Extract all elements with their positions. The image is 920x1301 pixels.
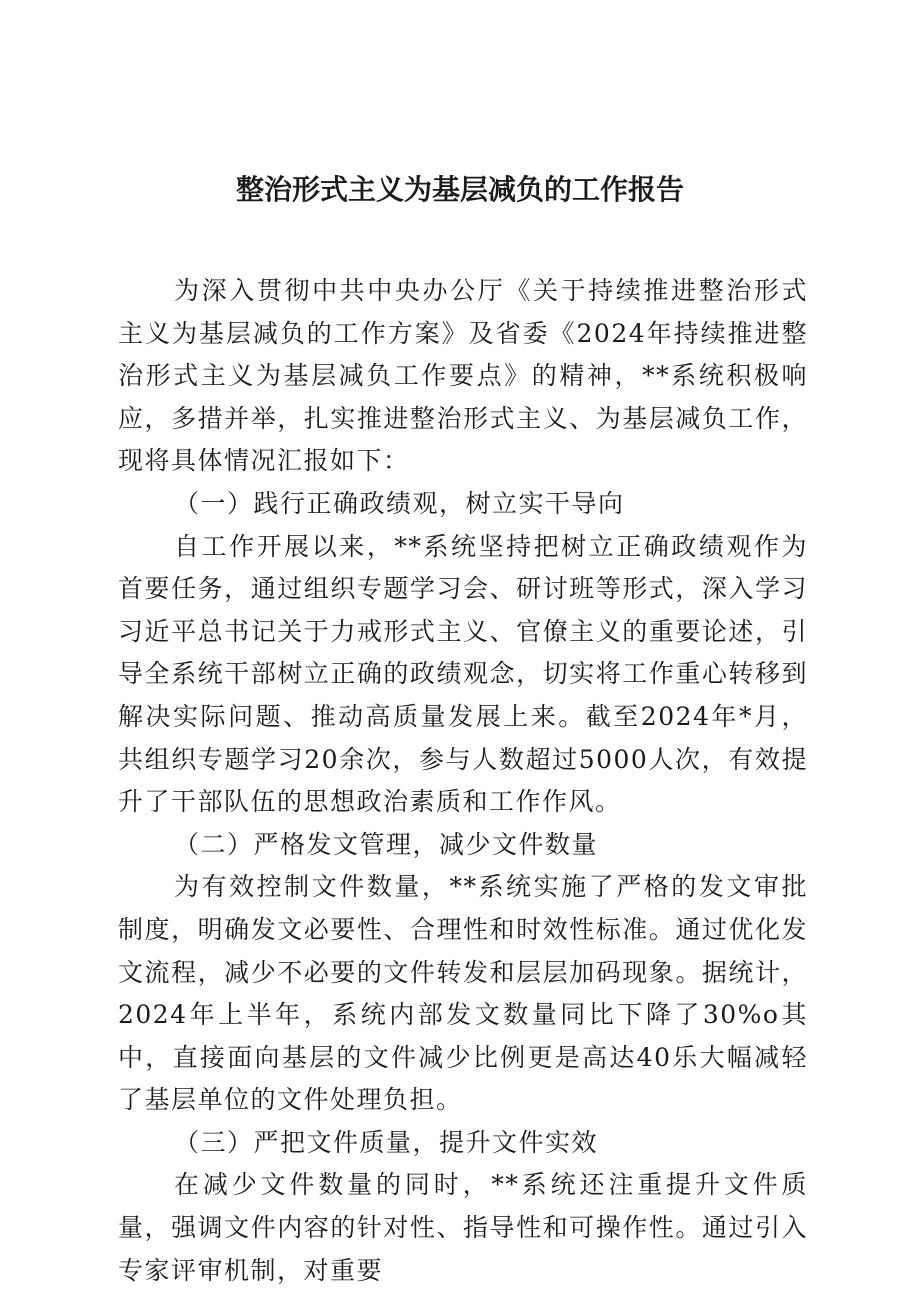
document-title: 整治形式主义为基层减负的工作报告 — [235, 173, 684, 206]
section-body-1: 自工作开展以来，**系统坚持把树立正确政绩观作为首要任务，通过组织专题学习会、研讨班等形式，深入学习习近平总书记关于力戒形式主义、官僚主义的重要论述，引导全系统干部树立正确的政绩观念，切实将工作重心转移到解决实际问题、推动高质量发展上来。截至2024年*月，共组织专题学习20余次，参与人数超过5000人次，有效提升了干部队伍的思想政治素质和工作作风。 — [118, 531, 808, 817]
section-body-2: 为有效控制文件数量，**系统实施了严格的发文审批制度，明确发文必要性、合理性和时效性标准。通过优化发文流程，减少不必要的文件转发和层层加码现象。据统计，2024年上半年，系统内部发文数量同比下降了30%o其中，直接面向基层的文件减少比例更是高达40乐大幅减轻了基层单位的文件处理负担。 — [118, 872, 808, 1115]
section-heading-3: （三）严把文件质量，提升文件实效 — [174, 1127, 599, 1157]
section-heading-2: （二）严格发文管理，减少文件数量 — [174, 829, 599, 859]
section-body-3: 在减少文件数量的同时，**系统还注重提升文件质量，强调文件内容的针对性、指导性和可操作性。通过引入专家评审机制，对重要 — [118, 1170, 808, 1285]
intro-paragraph: 为深入贯彻中共中央办公厅《关于持续推进整治形式主义为基层减负的工作方案》及省委《2024年持续推进整治形式主义为基层减负工作要点》的精神，**系统积极响应，多措并举，扎实推进整治形式主义、为基层减负工作，现将具体情况汇报如下： — [118, 276, 808, 476]
document-body — [118, 270, 808, 1292]
section-heading-1: （一）践行正确政绩观，树立实干导向 — [174, 488, 625, 518]
